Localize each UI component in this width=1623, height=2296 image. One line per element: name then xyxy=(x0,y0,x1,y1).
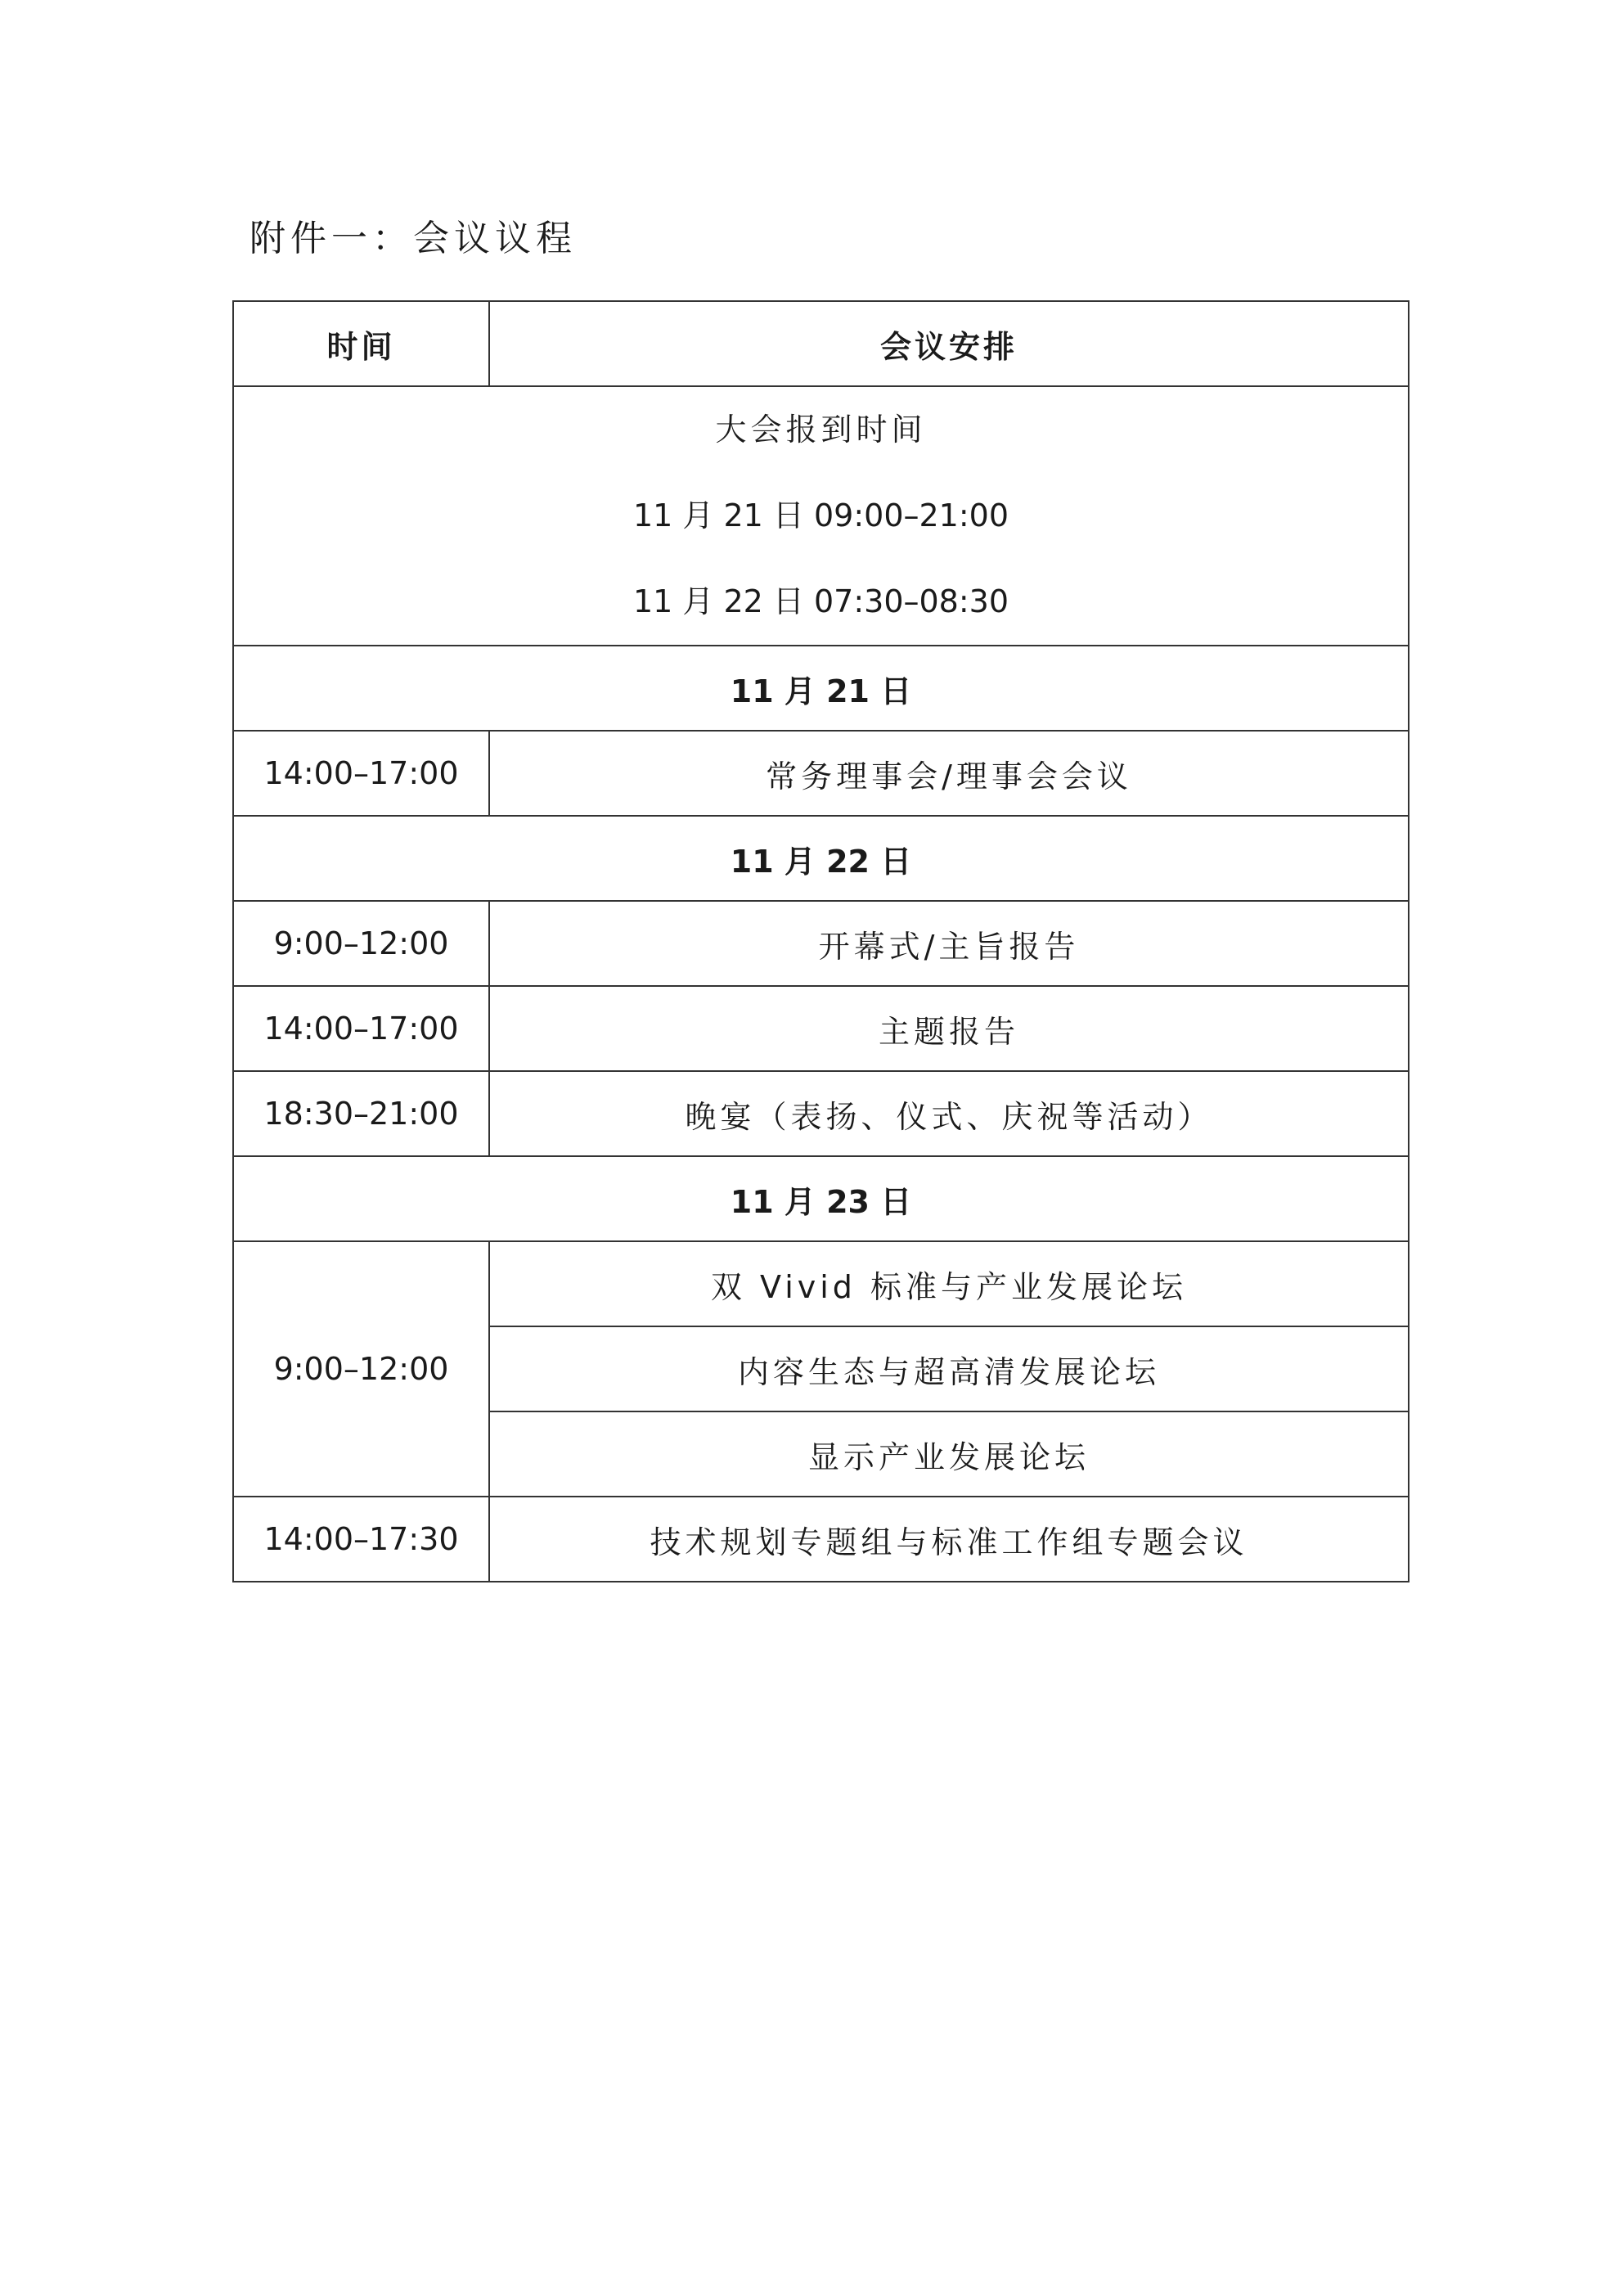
header-item: 会议安排 xyxy=(489,301,1409,386)
table-row xyxy=(233,1241,1409,1326)
item-cell: 开幕式/主旨报告 xyxy=(489,901,1409,986)
time-cell: 14:00–17:30 xyxy=(233,1497,489,1582)
day-header-row xyxy=(233,1156,1409,1241)
registration-cell xyxy=(233,386,1409,646)
table-row xyxy=(233,1497,1409,1582)
time-cell: 18:30–21:00 xyxy=(233,1071,489,1156)
time-cell: 14:00–17:00 xyxy=(233,986,489,1071)
header-time: 时间 xyxy=(233,301,489,386)
table-header-row xyxy=(233,301,1409,386)
registration-row xyxy=(233,386,1409,646)
day-header-nov-22: 11 月 22 日 xyxy=(233,816,1409,901)
registration-line-2: 11 月 22 日 07:30–08:30 xyxy=(632,583,1009,619)
item-cell: 显示产业发展论坛 xyxy=(489,1411,1409,1497)
day-header-nov-21: 11 月 21 日 xyxy=(233,646,1409,731)
item-cell: 技术规划专题组与标准工作组专题会议 xyxy=(489,1497,1409,1582)
item-cell: 晚宴（表扬、仪式、庆祝等活动） xyxy=(489,1071,1409,1156)
day-header-row xyxy=(233,646,1409,731)
registration-label: 大会报到时间 xyxy=(715,412,927,448)
time-cell: 9:00–12:00 xyxy=(233,1241,489,1497)
time-cell: 14:00–17:00 xyxy=(233,731,489,816)
item-cell: 内容生态与超高清发展论坛 xyxy=(489,1326,1409,1411)
table-row xyxy=(233,901,1409,986)
table-row xyxy=(233,1071,1409,1156)
item-cell: 常务理事会/理事会会议 xyxy=(489,731,1409,816)
table-row xyxy=(233,731,1409,816)
item-cell: 主题报告 xyxy=(489,986,1409,1071)
day-header-row xyxy=(233,816,1409,901)
item-cell: 双 Vivid 标准与产业发展论坛 xyxy=(489,1241,1409,1326)
agenda-table xyxy=(232,300,1409,1582)
day-header-nov-23: 11 月 23 日 xyxy=(233,1156,1409,1241)
page-title: 附件一：会议议程 xyxy=(250,218,577,259)
registration-line-1: 11 月 21 日 09:00–21:00 xyxy=(632,497,1009,533)
table-row xyxy=(233,986,1409,1071)
time-cell: 9:00–12:00 xyxy=(233,901,489,986)
